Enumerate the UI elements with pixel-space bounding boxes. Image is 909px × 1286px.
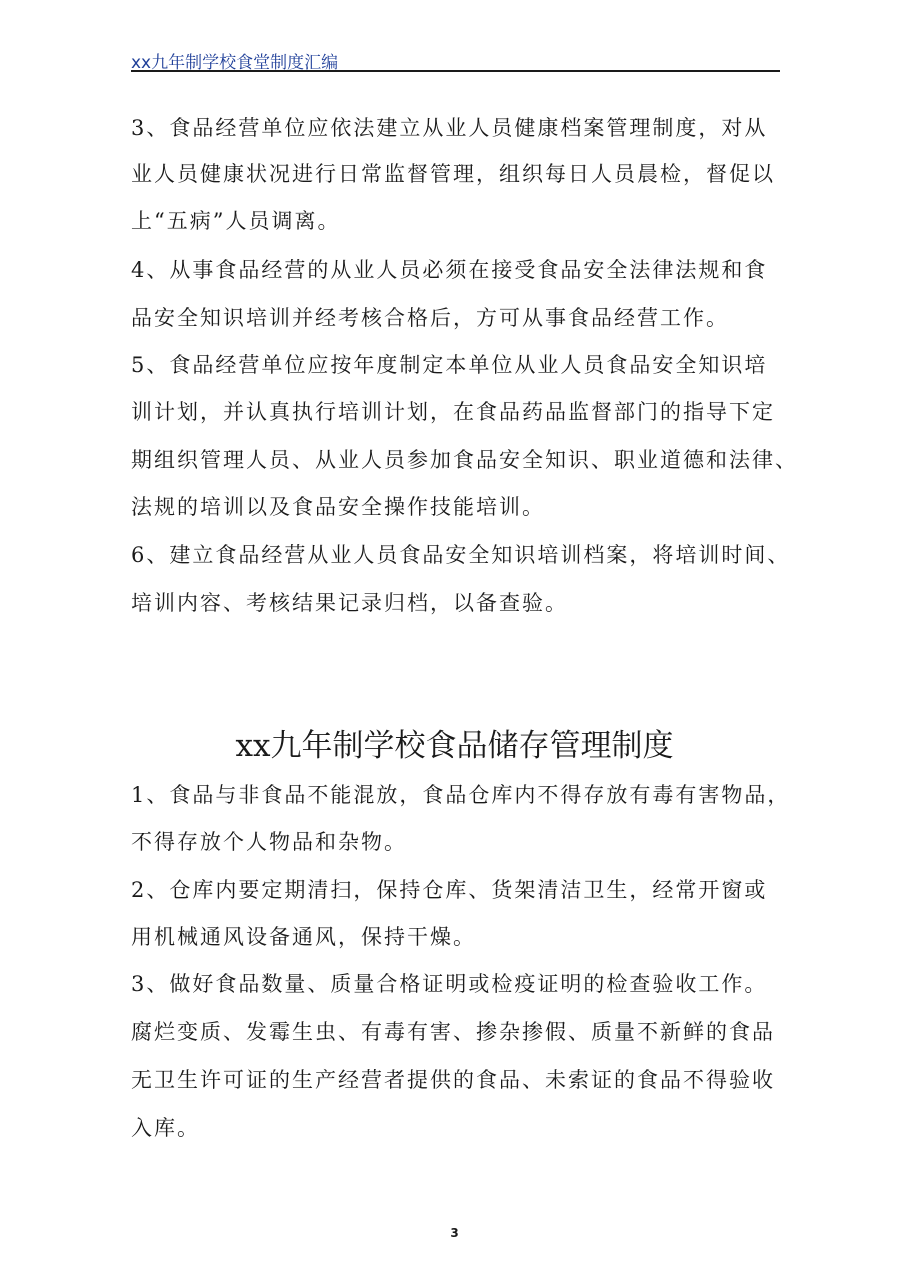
paragraph-line: 品安全知识培训并经考核合格后，方可从事食品经营工作。 (131, 306, 729, 330)
paragraph-line: 6、建立食品经营从业人员食品安全知识培训档案，将培训时间、 (131, 543, 791, 567)
header-title: xx九年制学校食堂制度汇编 (131, 53, 339, 73)
paragraph-line: 腐烂变质、发霉生虫、有毒有害、掺杂掺假、质量不新鲜的食品 (131, 1020, 775, 1044)
paragraph-line: 4、从事食品经营的从业人员必须在接受食品安全法律法规和食 (131, 258, 768, 282)
paragraph-line: 2、仓库内要定期清扫，保持仓库、货架清洁卫生，经常开窗或 (131, 878, 768, 902)
paragraph-line: 业人员健康状况进行日常监督管理，组织每日人员晨检，督促以 (131, 162, 775, 186)
section-title: xx九年制学校食品储存管理制度 (235, 728, 674, 764)
paragraph-line: 3、食品经营单位应依法建立从业人员健康档案管理制度，对从 (131, 116, 768, 140)
paragraph-line: 法规的培训以及食品安全操作技能培训。 (131, 495, 545, 519)
page-number: 3 (450, 1226, 459, 1240)
paragraph-line: 培训内容、考核结果记录归档，以备查验。 (131, 591, 568, 615)
paragraph-line: 训计划，并认真执行培训计划，在食品药品监督部门的指导下定 (131, 400, 775, 424)
paragraph-line: 不得存放个人物品和杂物。 (131, 830, 407, 854)
paragraph-line: 期组织管理人员、从业人员参加食品安全知识、职业道德和法律、 (131, 448, 798, 472)
paragraph-line: 无卫生许可证的生产经营者提供的食品、未索证的食品不得验收 (131, 1068, 775, 1092)
paragraph-line: 5、食品经营单位应按年度制定本单位从业人员食品安全知识培 (131, 353, 768, 377)
paragraph-line: 用机械通风设备通风，保持干燥。 (131, 925, 476, 949)
paragraph-line: 上“五病”人员调离。 (131, 209, 341, 233)
paragraph-line: 入库。 (131, 1116, 200, 1140)
paragraph-line: 3、做好食品数量、质量合格证明或检疫证明的检查验收工作。 (131, 972, 768, 996)
paragraph-line: 1、食品与非食品不能混放，食品仓库内不得存放有毒有害物品， (131, 783, 791, 807)
page-header (131, 44, 780, 72)
